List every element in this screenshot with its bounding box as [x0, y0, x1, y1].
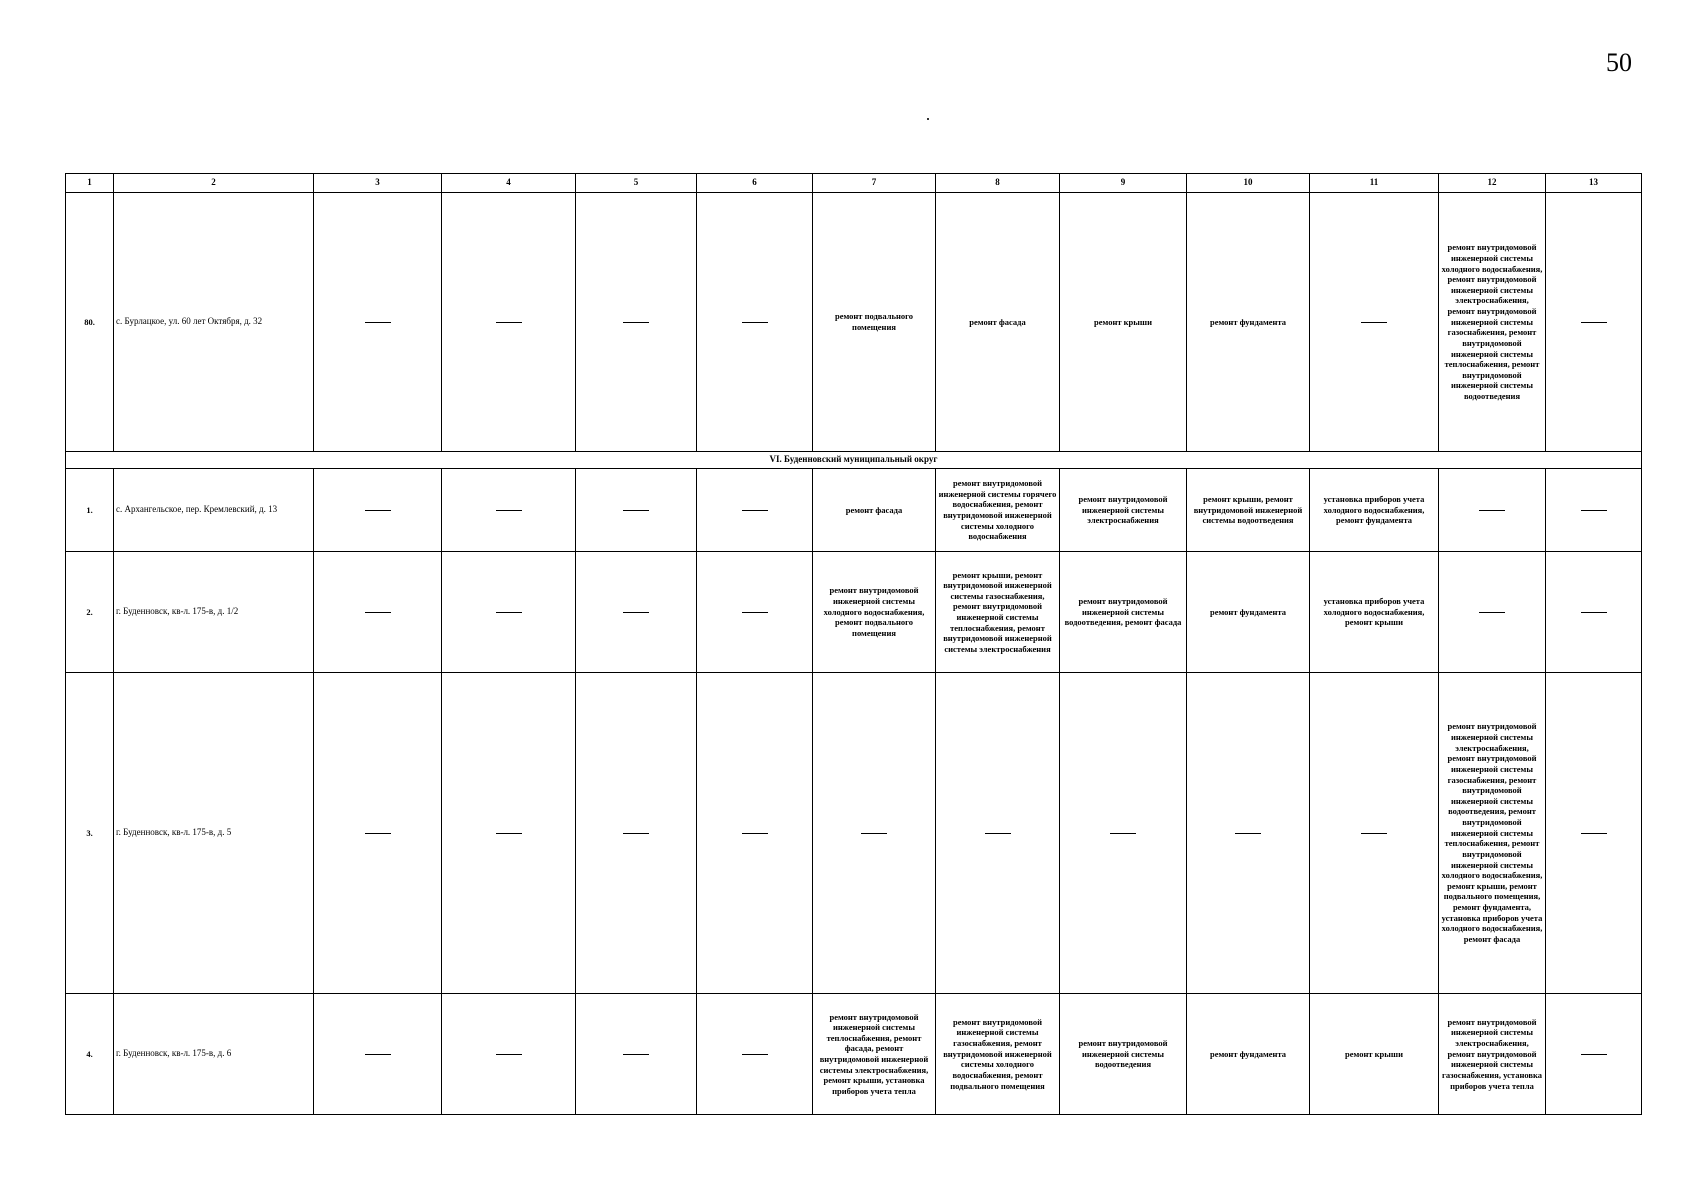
row-number: 4.	[66, 994, 114, 1115]
col-header-2: 2	[114, 174, 314, 193]
work-cell: ремонт внутридомовой инженерной системы газоснабжения, ремонт внутридомовой инженерной системы холодного водоснабжения, ремонт подвального помещения	[936, 994, 1060, 1115]
empty-cell	[697, 193, 813, 452]
work-cell: ремонт фасада	[813, 469, 936, 552]
dash-mark	[496, 612, 522, 613]
col-header-4: 4	[442, 174, 576, 193]
col-header-11: 11	[1310, 174, 1439, 193]
section-header-row	[66, 452, 1642, 469]
empty-cell	[697, 469, 813, 552]
empty-cell	[576, 994, 697, 1115]
dash-mark	[1581, 322, 1607, 323]
address-cell: с. Бурлацкое, ул. 60 лет Октября, д. 32	[114, 193, 314, 452]
empty-cell	[1060, 673, 1187, 994]
col-header-8: 8	[936, 174, 1060, 193]
dash-mark	[496, 833, 522, 834]
col-header-1: 1	[66, 174, 114, 193]
dash-mark	[985, 833, 1011, 834]
address-cell: г. Буденновск, кв-л. 175-в, д. 5	[114, 673, 314, 994]
repair-schedule-table	[65, 173, 1642, 1115]
section-title: VI. Буденновский муниципальный округ	[66, 452, 1642, 469]
empty-cell	[442, 673, 576, 994]
dash-mark	[1235, 833, 1261, 834]
col-header-7: 7	[813, 174, 936, 193]
empty-cell	[576, 673, 697, 994]
work-cell: ремонт внутридомовой инженерной системы холодного водоснабжения, ремонт внутридомовой инженерной системы электроснабжения, ремонт внутридомовой инженерной системы газоснабжения, ремонт внутридомовой инженерной системы теплоснабжения, ремонт внутридомовой инженерной системы водоотведения	[1439, 193, 1546, 452]
work-cell: ремонт внутридомовой инженерной системы электроснабжения	[1060, 469, 1187, 552]
column-number-row	[66, 174, 1642, 193]
col-header-10: 10	[1187, 174, 1310, 193]
dash-mark	[742, 510, 768, 511]
empty-cell	[697, 994, 813, 1115]
empty-cell	[1546, 673, 1642, 994]
empty-cell	[1546, 469, 1642, 552]
work-cell: ремонт внутридомовой инженерной системы холодного водоснабжения, ремонт подвального помещения	[813, 552, 936, 673]
work-cell: ремонт фундамента	[1187, 552, 1310, 673]
table-row	[66, 469, 1642, 552]
dash-mark	[365, 612, 391, 613]
empty-cell	[936, 673, 1060, 994]
dash-mark	[623, 612, 649, 613]
dash-mark	[1110, 833, 1136, 834]
dash-mark	[496, 322, 522, 323]
row-number: 1.	[66, 469, 114, 552]
empty-cell	[442, 994, 576, 1115]
dash-mark	[1361, 322, 1387, 323]
empty-cell	[1546, 994, 1642, 1115]
work-cell: ремонт внутридомовой инженерной системы водоотведения	[1060, 994, 1187, 1115]
dash-mark	[496, 510, 522, 511]
empty-cell	[1546, 552, 1642, 673]
empty-cell	[1439, 552, 1546, 673]
col-header-3: 3	[314, 174, 442, 193]
dash-mark	[1581, 612, 1607, 613]
dash-mark	[365, 322, 391, 323]
empty-cell	[1310, 193, 1439, 452]
col-header-9: 9	[1060, 174, 1187, 193]
dash-mark	[623, 322, 649, 323]
dash-mark	[742, 1054, 768, 1055]
dash-mark	[742, 833, 768, 834]
work-cell: ремонт внутридомовой инженерной системы теплоснабжения, ремонт фасада, ремонт внутридомовой инженерной системы электроснабжения, ремонт крыши, установка приборов учета тепла	[813, 994, 936, 1115]
empty-cell	[442, 552, 576, 673]
scan-speck	[927, 118, 929, 120]
work-cell: установка приборов учета холодного водоснабжения, ремонт фундамента	[1310, 469, 1439, 552]
dash-mark	[1479, 510, 1505, 511]
dash-mark	[1479, 612, 1505, 613]
work-cell: ремонт внутридомовой инженерной системы горячего водоснабжения, ремонт внутридомовой инженерной системы холодного водоснабжения	[936, 469, 1060, 552]
empty-cell	[442, 469, 576, 552]
empty-cell	[314, 552, 442, 673]
table-row	[66, 673, 1642, 994]
row-number: 80.	[66, 193, 114, 452]
work-cell: ремонт внутридомовой инженерной системы водоотведения, ремонт фасада	[1060, 552, 1187, 673]
dash-mark	[365, 833, 391, 834]
dash-mark	[365, 510, 391, 511]
work-cell: ремонт внутридомовой инженерной системы электроснабжения, ремонт внутридомовой инженерной системы газоснабжения, установка приборов учета тепла	[1439, 994, 1546, 1115]
empty-cell	[1310, 673, 1439, 994]
work-cell: ремонт крыши, ремонт внутридомовой инженерной системы газоснабжения, ремонт внутридомовой инженерной системы теплоснабжения, ремонт внутридомовой инженерной системы электроснабжения	[936, 552, 1060, 673]
col-header-5: 5	[576, 174, 697, 193]
work-cell: ремонт крыши	[1310, 994, 1439, 1115]
col-header-6: 6	[697, 174, 813, 193]
address-cell: г. Буденновск, кв-л. 175-в, д. 1/2	[114, 552, 314, 673]
empty-cell	[314, 193, 442, 452]
empty-cell	[697, 673, 813, 994]
empty-cell	[813, 673, 936, 994]
empty-cell	[442, 193, 576, 452]
dash-mark	[742, 612, 768, 613]
work-cell: ремонт крыши	[1060, 193, 1187, 452]
empty-cell	[314, 469, 442, 552]
work-cell: ремонт фундамента	[1187, 193, 1310, 452]
dash-mark	[623, 510, 649, 511]
page-number: 50	[1606, 48, 1632, 77]
table-row	[66, 552, 1642, 673]
empty-cell	[576, 193, 697, 452]
address-cell: с. Архангельское, пер. Кремлевский, д. 13	[114, 469, 314, 552]
dash-mark	[861, 833, 887, 834]
col-header-13: 13	[1546, 174, 1642, 193]
dash-mark	[742, 322, 768, 323]
table-row	[66, 994, 1642, 1115]
empty-cell	[576, 552, 697, 673]
empty-cell	[314, 994, 442, 1115]
address-cell: г. Буденновск, кв-л. 175-в, д. 6	[114, 994, 314, 1115]
dash-mark	[1581, 1054, 1607, 1055]
dash-mark	[1581, 510, 1607, 511]
work-cell: ремонт внутридомовой инженерной системы электроснабжения, ремонт внутридомовой инженерной системы газоснабжения, ремонт внутридомовой инженерной системы водоотведения, ремонт внутридомовой инженерной системы теплоснабжения, ремонт внутридомовой инженерной системы холодного водоснабжения, ремонт крыши, ремонт подвального помещения, ремонт фундамента, установка приборов учета холодного водоснабжения, ремонт фасада	[1439, 673, 1546, 994]
work-cell: установка приборов учета холодного водоснабжения, ремонт крыши	[1310, 552, 1439, 673]
empty-cell	[1187, 673, 1310, 994]
table-row	[66, 193, 1642, 452]
row-number: 3.	[66, 673, 114, 994]
empty-cell	[1439, 469, 1546, 552]
col-header-12: 12	[1439, 174, 1546, 193]
empty-cell	[576, 469, 697, 552]
work-cell: ремонт крыши, ремонт внутридомовой инженерной системы водоотведения	[1187, 469, 1310, 552]
work-cell: ремонт фундамента	[1187, 994, 1310, 1115]
row-number: 2.	[66, 552, 114, 673]
dash-mark	[623, 1054, 649, 1055]
work-cell: ремонт фасада	[936, 193, 1060, 452]
empty-cell	[1546, 193, 1642, 452]
dash-mark	[365, 1054, 391, 1055]
dash-mark	[623, 833, 649, 834]
dash-mark	[1361, 833, 1387, 834]
dash-mark	[1581, 833, 1607, 834]
work-cell: ремонт подвального помещения	[813, 193, 936, 452]
dash-mark	[496, 1054, 522, 1055]
empty-cell	[314, 673, 442, 994]
empty-cell	[697, 552, 813, 673]
